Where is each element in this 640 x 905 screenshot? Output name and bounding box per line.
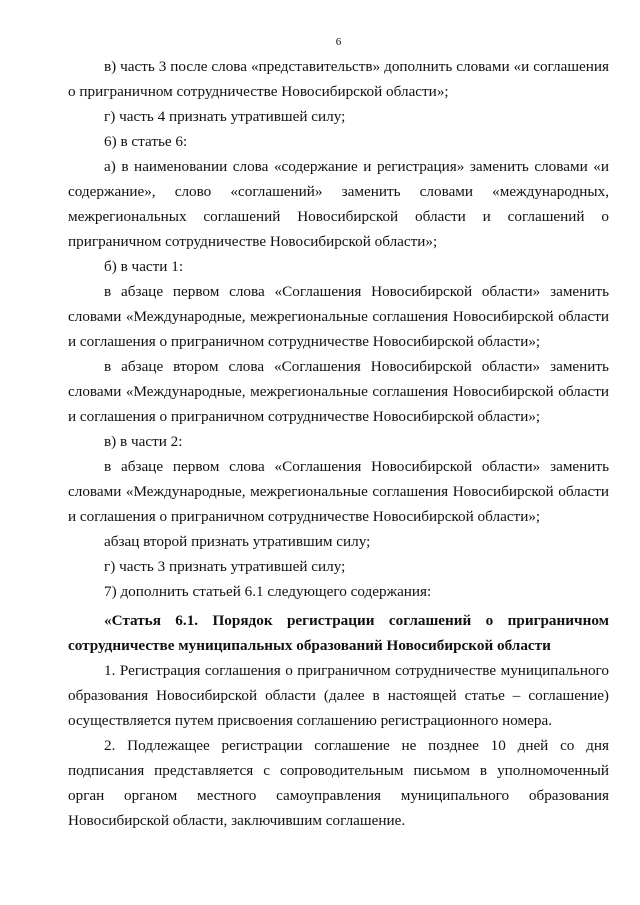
paragraph-11: г) часть 3 признать утратившей силу; — [104, 558, 346, 575]
paragraph-8: в) в части 2: — [104, 433, 183, 450]
paragraph-12: 7) дополнить статьей 6.1 следующего содержания: — [104, 583, 432, 600]
paragraph-6: в абзаце первом слова «Соглашения Новосибирской области» заменить словами «Международные, межрегиональные соглашения Новосибирской области и соглашения о приграничном сотрудничестве Новосибирской области»; — [68, 283, 609, 350]
paragraph-10: абзац второй признать утратившим силу; — [104, 533, 371, 550]
paragraph-5: б) в части 1: — [104, 258, 184, 275]
paragraph-1: в) часть 3 после слова «представительств» дополнить словами «и соглашения о приграничном сотрудничестве Новосибирской области»; — [68, 58, 609, 100]
paragraph-4: а) в наименовании слова «содержание и регистрация» заменить словами «и содержание», слово «соглашений» заменить словами «международных, межрегиональных соглашений Новосибирской области и соглашений о приграничном сотрудничестве Новосибирской области»; — [68, 158, 609, 250]
paragraph-9: в абзаце первом слова «Соглашения Новосибирской области» заменить словами «Международные, межрегиональные соглашения Новосибирской области и соглашения о приграничном сотрудничестве Новосибирской области»; — [68, 458, 609, 525]
paragraph-3: 6) в статье 6: — [104, 133, 188, 150]
paragraph-2: г) часть 4 признать утратившей силу; — [104, 108, 346, 125]
paragraph-7: в абзаце втором слова «Соглашения Новосибирской области» заменить словами «Международные, межрегиональные соглашения Новосибирской области и соглашения о приграничном сотрудничестве Новосибирской области»; — [68, 358, 609, 425]
paragraph-15: 2. Подлежащее регистрации соглашение не позднее 10 дней со дня подписания представляется с сопроводительным письмом в уполномоченный орган органом местного самоуправления муниципального образования Новосибирской области, заключившим соглашение. — [68, 737, 609, 829]
document-page — [68, 36, 609, 833]
paragraph-14: 1. Регистрация соглашения о приграничном сотрудничестве муниципального образования Новосибирской области (далее в настоящей статье – соглашение) осуществляется путем присвоения соглашению регистрационного номера. — [68, 662, 609, 729]
page-number: 6 — [335, 36, 342, 48]
article-heading: «Статья 6.1. Порядок регистрации соглашений о приграничном сотрудничестве муниципальных образований Новосибирской области — [68, 612, 609, 654]
